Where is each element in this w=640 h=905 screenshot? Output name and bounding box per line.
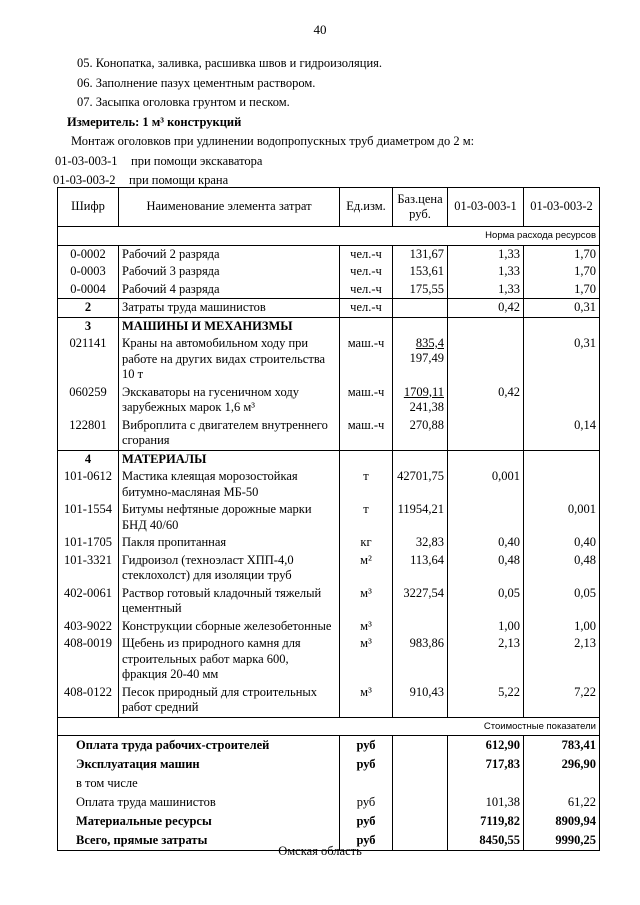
row-code: 408-0122 bbox=[58, 684, 119, 718]
row-v2: 1,00 bbox=[524, 618, 600, 636]
table-row bbox=[58, 384, 600, 417]
price-value: 835,4 bbox=[415, 336, 444, 350]
cost-subheader bbox=[58, 717, 600, 736]
table-row bbox=[58, 263, 600, 281]
variant-text: при помощи экскаватора bbox=[131, 153, 263, 168]
row-v1: 0,001 bbox=[448, 468, 524, 501]
row-code: 0-0002 bbox=[58, 245, 119, 263]
row-name: Битумы нефтяные дорожные марки БНД 40/60 bbox=[119, 501, 340, 534]
total-label: Материальные ресурсы bbox=[58, 812, 340, 831]
row-v1: 1,33 bbox=[448, 263, 524, 281]
row-v2: 0,001 bbox=[524, 501, 600, 534]
total-unit: руб bbox=[340, 793, 393, 812]
total-v1: 7119,82 bbox=[448, 812, 524, 831]
row-v2 bbox=[524, 384, 600, 417]
row-v2: 7,22 bbox=[524, 684, 600, 718]
row-code: 403-9022 bbox=[58, 618, 119, 636]
table-row bbox=[58, 585, 600, 618]
row-v1: 0,48 bbox=[448, 552, 524, 585]
total-unit: руб bbox=[340, 755, 393, 774]
row-name: Конструкции сборные железобетонные bbox=[119, 618, 340, 636]
footer-region: Омская область bbox=[278, 844, 362, 858]
total-v1: 101,38 bbox=[448, 793, 524, 812]
row-code: 101-0612 bbox=[58, 468, 119, 501]
total-v1: 8450,55 bbox=[448, 831, 524, 851]
mount-description: Монтаж оголовков при удлинении водопропускных труб диаметром до 2 м: bbox=[71, 134, 475, 148]
table-row bbox=[58, 299, 600, 318]
row-v2: 0,31 bbox=[524, 299, 600, 318]
section-header-materials bbox=[58, 450, 600, 468]
norm-subheader bbox=[58, 227, 600, 246]
row-code: 0-0003 bbox=[58, 263, 119, 281]
total-v2: 783,41 bbox=[524, 736, 600, 756]
total-unit: руб bbox=[340, 736, 393, 756]
row-v2: 0,48 bbox=[524, 552, 600, 585]
row-v2: 0,31 bbox=[524, 335, 600, 384]
row-name: Щебень из природного камня для строительных работ марка 600, фракция 20-40 мм bbox=[119, 635, 340, 684]
row-v2: 0,14 bbox=[524, 417, 600, 451]
row-v1 bbox=[448, 501, 524, 534]
total-label: в том числе bbox=[58, 774, 340, 793]
row-price: 11954,21 bbox=[393, 501, 448, 534]
row-code: 101-3321 bbox=[58, 552, 119, 585]
row-price bbox=[393, 618, 448, 636]
section-code: 4 bbox=[58, 450, 119, 468]
header-variant-2: 01-03-003-2 bbox=[524, 188, 600, 227]
row-v1: 0,40 bbox=[448, 534, 524, 552]
variant-text: при помощи крана bbox=[129, 173, 229, 187]
row-price: 153,61 bbox=[393, 263, 448, 281]
row-name: Рабочий 4 разряда bbox=[119, 281, 340, 299]
total-row bbox=[58, 736, 600, 756]
variant-code: 01-03-003-1 bbox=[55, 153, 118, 168]
row-v2: 1,70 bbox=[524, 263, 600, 281]
header-code: Шифр bbox=[58, 188, 119, 227]
total-v2: 61,22 bbox=[524, 793, 600, 812]
row-unit: маш.-ч bbox=[340, 417, 393, 451]
row-v1 bbox=[448, 335, 524, 384]
total-v1: 717,83 bbox=[448, 755, 524, 774]
row-code: 408-0019 bbox=[58, 635, 119, 684]
row-price bbox=[393, 335, 448, 384]
row-unit: т bbox=[340, 468, 393, 501]
row-name: Гидроизол (техноэласт ХПП-4,0 стеклохолст) для изоляции труб bbox=[119, 552, 340, 585]
row-price: 983,86 bbox=[393, 635, 448, 684]
table-row bbox=[58, 552, 600, 585]
row-name: Экскаваторы на гусеничном ходу зарубежных марок 1,6 м³ bbox=[119, 384, 340, 417]
row-v1: 1,33 bbox=[448, 281, 524, 299]
row-unit: маш.-ч bbox=[340, 384, 393, 417]
row-v2: 2,13 bbox=[524, 635, 600, 684]
row-code: 060259 bbox=[58, 384, 119, 417]
header-price: Баз.цена руб. bbox=[393, 188, 448, 227]
row-v1: 1,33 bbox=[448, 245, 524, 263]
row-name: Рабочий 3 разряда bbox=[119, 263, 340, 281]
resource-norm-table bbox=[57, 187, 600, 851]
row-price: 3227,54 bbox=[393, 585, 448, 618]
row-v2: 1,70 bbox=[524, 245, 600, 263]
total-label: Эксплуатация машин bbox=[58, 755, 340, 774]
total-unit: руб bbox=[340, 831, 393, 851]
section-header-machines bbox=[58, 317, 600, 335]
row-unit: м³ bbox=[340, 618, 393, 636]
total-v2 bbox=[524, 774, 600, 793]
row-v2 bbox=[524, 468, 600, 501]
row-code: 0-0004 bbox=[58, 281, 119, 299]
row-name: Виброплита с двигателем внутреннего сгорания bbox=[119, 417, 340, 451]
row-unit: м³ bbox=[340, 684, 393, 718]
row-name: Рабочий 2 разряда bbox=[119, 245, 340, 263]
row-v2: 1,70 bbox=[524, 281, 600, 299]
section-title: МАШИНЫ И МЕХАНИЗМЫ bbox=[119, 317, 340, 335]
total-row bbox=[58, 755, 600, 774]
table-row bbox=[58, 684, 600, 718]
total-v2: 296,90 bbox=[524, 755, 600, 774]
row-price bbox=[393, 384, 448, 417]
total-unit: руб bbox=[340, 812, 393, 831]
row-unit: чел.-ч bbox=[340, 281, 393, 299]
row-v1: 0,42 bbox=[448, 299, 524, 318]
row-unit: кг bbox=[340, 534, 393, 552]
intro-block bbox=[53, 54, 617, 191]
table-row bbox=[58, 501, 600, 534]
norm-label: Норма расхода ресурсов bbox=[58, 227, 600, 246]
table-row bbox=[58, 618, 600, 636]
total-v2: 8909,94 bbox=[524, 812, 600, 831]
table-row bbox=[58, 468, 600, 501]
row-name: Краны на автомобильном ходу при работе на других видах строительства 10 т bbox=[119, 335, 340, 384]
row-price: 131,67 bbox=[393, 245, 448, 263]
row-unit: чел.-ч bbox=[340, 299, 393, 318]
cost-label: Стоимостные показатели bbox=[58, 717, 600, 736]
row-code: 021141 bbox=[58, 335, 119, 384]
total-label: Оплата труда машинистов bbox=[58, 793, 340, 812]
row-code: 101-1554 bbox=[58, 501, 119, 534]
total-v2: 9990,25 bbox=[524, 831, 600, 851]
row-price bbox=[393, 299, 448, 318]
row-unit: м³ bbox=[340, 585, 393, 618]
row-v1: 2,13 bbox=[448, 635, 524, 684]
table-row bbox=[58, 417, 600, 451]
total-v1: 612,90 bbox=[448, 736, 524, 756]
total-v1 bbox=[448, 774, 524, 793]
row-name: Песок природный для строительных работ средний bbox=[119, 684, 340, 718]
operation-line: 06. Заполнение пазух цементным раствором. bbox=[77, 75, 316, 90]
total-row bbox=[58, 774, 600, 793]
section-title: МАТЕРИАЛЫ bbox=[119, 450, 340, 468]
total-label: Всего, прямые затраты bbox=[58, 831, 340, 851]
row-unit: м³ bbox=[340, 635, 393, 684]
row-name: Пакля пропитанная bbox=[119, 534, 340, 552]
row-unit: т bbox=[340, 501, 393, 534]
table-header-row bbox=[58, 188, 600, 227]
row-v1: 0,42 bbox=[448, 384, 524, 417]
row-v2: 0,05 bbox=[524, 585, 600, 618]
row-unit: м² bbox=[340, 552, 393, 585]
price-salary: 197,49 bbox=[409, 351, 444, 365]
row-v2: 0,40 bbox=[524, 534, 600, 552]
price-salary: 241,38 bbox=[409, 399, 444, 414]
row-price: 32,83 bbox=[393, 534, 448, 552]
table-row bbox=[58, 245, 600, 263]
row-name: Затраты труда машинистов bbox=[119, 299, 340, 318]
total-unit bbox=[340, 774, 393, 793]
row-code: 402-0061 bbox=[58, 585, 119, 618]
row-v1 bbox=[448, 417, 524, 451]
row-unit: чел.-ч bbox=[340, 245, 393, 263]
row-code: 122801 bbox=[58, 417, 119, 451]
total-row bbox=[58, 793, 600, 812]
row-code: 101-1705 bbox=[58, 534, 119, 552]
row-v1: 0,05 bbox=[448, 585, 524, 618]
row-name: Раствор готовый кладочный тяжелый цементный bbox=[119, 585, 340, 618]
header-unit: Ед.изм. bbox=[340, 188, 393, 227]
row-v1: 1,00 bbox=[448, 618, 524, 636]
row-price: 175,55 bbox=[393, 281, 448, 299]
variant-code: 01-03-003-2 bbox=[53, 173, 116, 187]
operation-line: 05. Конопатка, заливка, расшивка швов и гидроизоляция. bbox=[77, 56, 383, 70]
price-value: 1709,11 bbox=[403, 384, 444, 399]
page-number: 40 bbox=[313, 22, 327, 37]
total-row bbox=[58, 812, 600, 831]
table-row bbox=[58, 335, 600, 384]
row-unit: маш.-ч bbox=[340, 335, 393, 384]
measure-unit: Измеритель: 1 м³ конструкций bbox=[67, 114, 242, 129]
row-price: 270,88 bbox=[393, 417, 448, 451]
header-variant-1: 01-03-003-1 bbox=[448, 188, 524, 227]
table-row bbox=[58, 635, 600, 684]
table-row bbox=[58, 281, 600, 299]
row-price: 42701,75 bbox=[393, 468, 448, 501]
row-name: Мастика клеящая морозостойкая битумно-масляная МБ-50 bbox=[119, 468, 340, 501]
variant-line bbox=[55, 152, 615, 172]
table-row bbox=[58, 534, 600, 552]
row-price: 910,43 bbox=[393, 684, 448, 718]
row-price: 113,64 bbox=[393, 552, 448, 585]
row-v1: 5,22 bbox=[448, 684, 524, 718]
section-code: 3 bbox=[58, 317, 119, 335]
row-code: 2 bbox=[58, 299, 119, 318]
row-unit: чел.-ч bbox=[340, 263, 393, 281]
header-name: Наименование элемента затрат bbox=[119, 188, 340, 227]
operation-line: 07. Засыпка оголовка грунтом и песком. bbox=[77, 95, 290, 109]
total-label: Оплата труда рабочих-строителей bbox=[58, 736, 340, 756]
